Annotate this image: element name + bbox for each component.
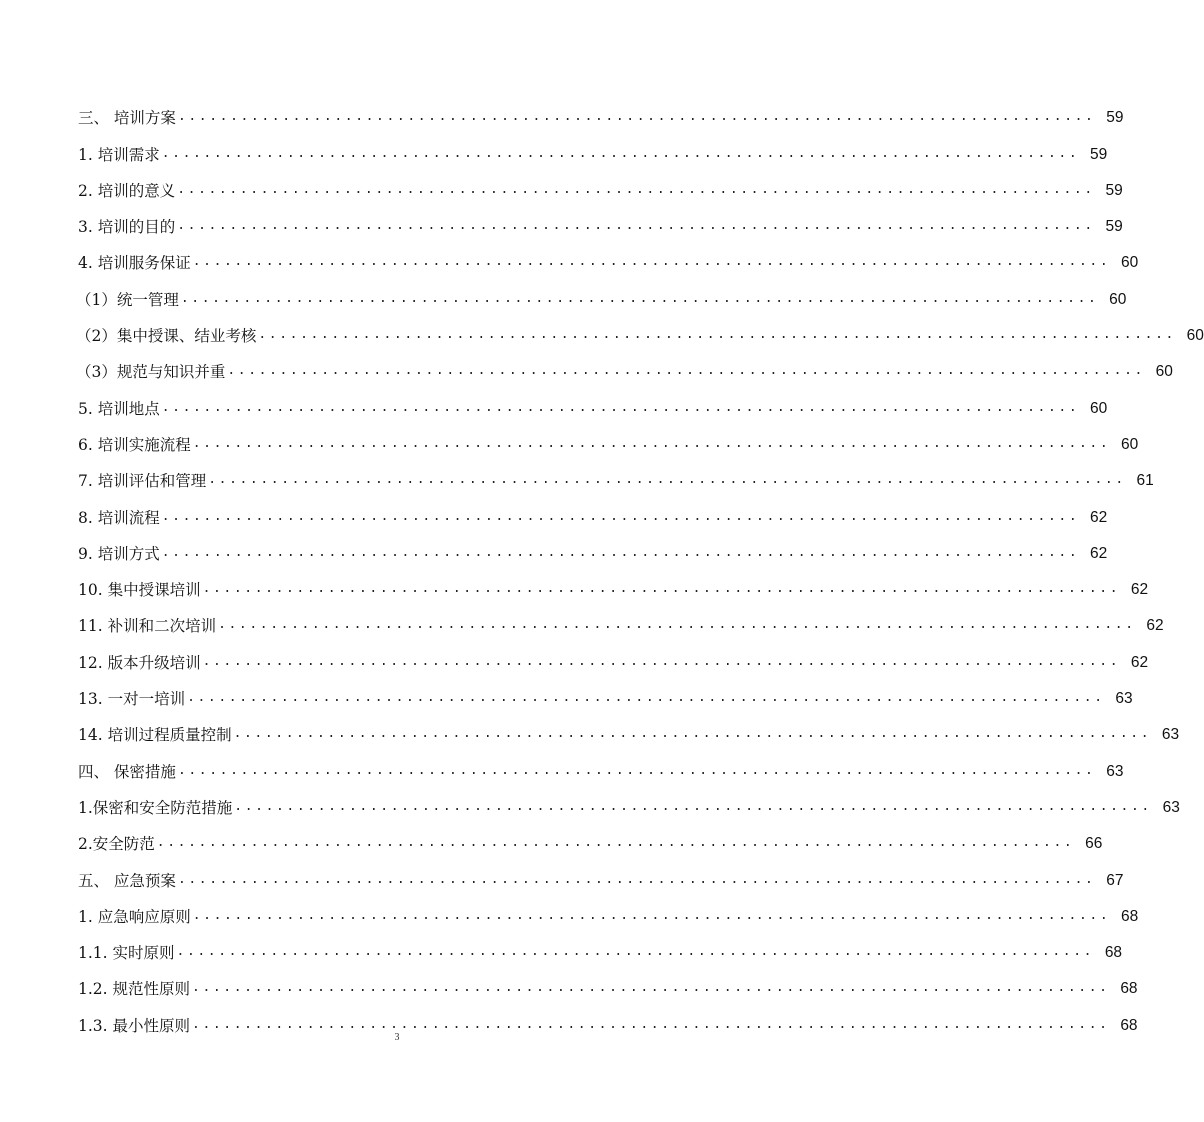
toc-leader-dots: ........................................................................................ [234,798,1152,814]
toc-entry[interactable] [78,92,1124,128]
toc-entry[interactable] [76,310,1204,346]
toc-entry-page: 68 [1121,907,1139,925]
toc-entry-label: 1.2. 规范性原则 [78,980,191,999]
toc-entry-page: 59 [1105,218,1123,236]
toc-entry-page: 62 [1090,508,1108,526]
toc-leader-dots: ........................................................................................ [161,544,1080,560]
toc-leader-dots: ........................................................................................ [233,726,1152,742]
toc-entry-label: 12. 版本升级培训 [78,653,201,672]
toc-entry[interactable] [78,745,1124,781]
toc-entry-page: 62 [1090,544,1108,562]
toc-leader-dots: ........................................................................................ [192,435,1111,451]
toc-leader-dots: ........................................................................................ [192,907,1111,923]
toc-leader-dots: ........................................................................................ [180,290,1099,306]
toc-entry[interactable] [78,201,1123,237]
toc-entry-label: 3. 培训的目的 [78,218,176,237]
toc-leader-dots: ........................................................................................ [161,399,1080,415]
toc-entry-label: 11. 补训和二次培训 [78,617,217,636]
toc-entry-label: 1.保密和安全防范措施 [78,798,233,817]
toc-entry[interactable] [78,999,1138,1035]
toc-entry[interactable] [78,636,1149,672]
toc-entry[interactable] [78,709,1180,745]
toc-entry-label: （2）集中授课、结业考核 [76,327,257,346]
toc-entry[interactable] [78,600,1164,636]
toc-entry[interactable] [78,963,1138,999]
toc-entry-page: 68 [1120,980,1138,998]
toc-leader-dots: ........................................................................................ [161,508,1080,524]
toc-entry-page: 63 [1115,690,1133,708]
toc-leader-dots: ........................................................................................ [208,472,1126,488]
toc-entry-page: 67 [1106,871,1124,889]
toc-leader-dots: ........................................................................................ [177,109,1096,125]
toc-entry-page: 68 [1104,944,1123,962]
toc-entry[interactable] [76,273,1127,309]
toc-entry[interactable] [78,927,1123,963]
toc-entry-page: 60 [1155,363,1173,381]
toc-entry-label: 三、 培训方案 [78,109,176,128]
toc-entry-label: 五、 应急预案 [78,871,176,890]
toc-entry-page: 61 [1136,472,1154,490]
toc-entry-label: 1.1. 实时原则 [78,944,175,963]
toc-entry-page: 62 [1146,617,1164,635]
toc-entry-label: 13. 一对一培训 [78,690,186,709]
toc-entry-label: 4. 培训服务保证 [78,254,191,273]
toc-leader-dots: ........................................................................................ [177,181,1095,197]
toc-entry-label: 2.安全防范 [78,835,155,854]
toc-leader-dots: ........................................................................................ [187,690,1105,706]
toc-entry-label: 1.3. 最小性原则 [78,1016,191,1035]
toc-leader-dots: ........................................................................................ [227,363,1145,379]
toc-leader-dots: ........................................................................................ [192,1016,1110,1032]
toc-leader-dots: ........................................................................................ [202,653,1121,669]
toc-entry-label: 7. 培训评估和管理 [78,472,207,491]
toc-leader-dots: ........................................................................................ [176,944,1095,960]
toc-entry[interactable] [78,818,1103,854]
page-number: 3 [394,1032,400,1043]
toc-leader-dots: ........................................................................................ [192,980,1110,996]
toc-entry[interactable] [78,854,1124,890]
toc-leader-dots: ........................................................................................ [192,254,1111,270]
toc-entry-page: 59 [1105,181,1123,199]
toc-entry-page: 59 [1090,145,1108,163]
toc-entry-page: 63 [1162,798,1180,816]
toc-entry-page: 63 [1106,762,1124,780]
toc-entry-page: 60 [1121,254,1139,272]
toc-entry[interactable] [78,382,1108,418]
toc-entry[interactable] [78,673,1133,709]
toc-entry-page: 60 [1121,435,1139,453]
toc-entry[interactable] [78,419,1139,455]
toc-leader-dots: ........................................................................................ [258,327,1176,343]
toc-entry-label: 6. 培训实施流程 [78,435,191,454]
toc-leader-dots: ........................................................................................ [177,762,1096,778]
toc-entry-page: 59 [1106,109,1124,127]
toc-entry[interactable] [78,128,1108,164]
toc-entry-page: 63 [1161,726,1180,744]
toc-entry-page: 62 [1130,581,1149,599]
toc-entry-page: 60 [1109,290,1127,308]
toc-entry-label: 10. 集中授课培训 [78,581,201,600]
toc-entry-label: 5. 培训地点 [78,399,160,418]
toc-entry-label: 1. 应急响应原则 [78,907,191,926]
toc-entry[interactable] [78,165,1123,201]
toc-leader-dots: ........................................................................................ [177,871,1096,887]
toc-leader-dots: ........................................................................................ [218,617,1136,633]
toc-leader-dots: ........................................................................................ [202,581,1121,597]
toc-leader-dots: ........................................................................................ [156,835,1075,851]
toc-entry[interactable] [78,564,1149,600]
toc-entry-label: 2. 培训的意义 [78,181,176,200]
toc-entry-label: 14. 培训过程质量控制 [78,726,232,745]
toc-entry-label: （1）统一管理 [76,290,179,309]
toc-entry-page: 60 [1186,327,1204,345]
toc-entry-page: 62 [1130,653,1149,671]
toc-entry-label: 9. 培训方式 [78,544,160,563]
toc-leader-dots: ........................................................................................ [161,145,1080,161]
toc-entry[interactable] [78,455,1154,491]
table-of-contents [76,92,1204,1036]
toc-entry[interactable] [76,346,1173,382]
toc-entry[interactable] [78,491,1108,527]
toc-entry-label: 8. 培训流程 [78,508,160,527]
toc-entry-page: 60 [1090,399,1108,417]
toc-entry-page: 68 [1120,1016,1138,1034]
toc-entry[interactable] [78,237,1139,273]
toc-entry-label: 四、 保密措施 [78,762,176,781]
toc-entry-label: （3）规范与知识并重 [76,363,226,382]
toc-entry-label: 1. 培训需求 [78,145,160,164]
toc-entry[interactable] [78,528,1108,564]
toc-entry-page: 66 [1085,835,1103,853]
toc-entry[interactable] [78,782,1180,818]
toc-entry[interactable] [78,891,1139,927]
toc-leader-dots: ........................................................................................ [177,218,1095,234]
